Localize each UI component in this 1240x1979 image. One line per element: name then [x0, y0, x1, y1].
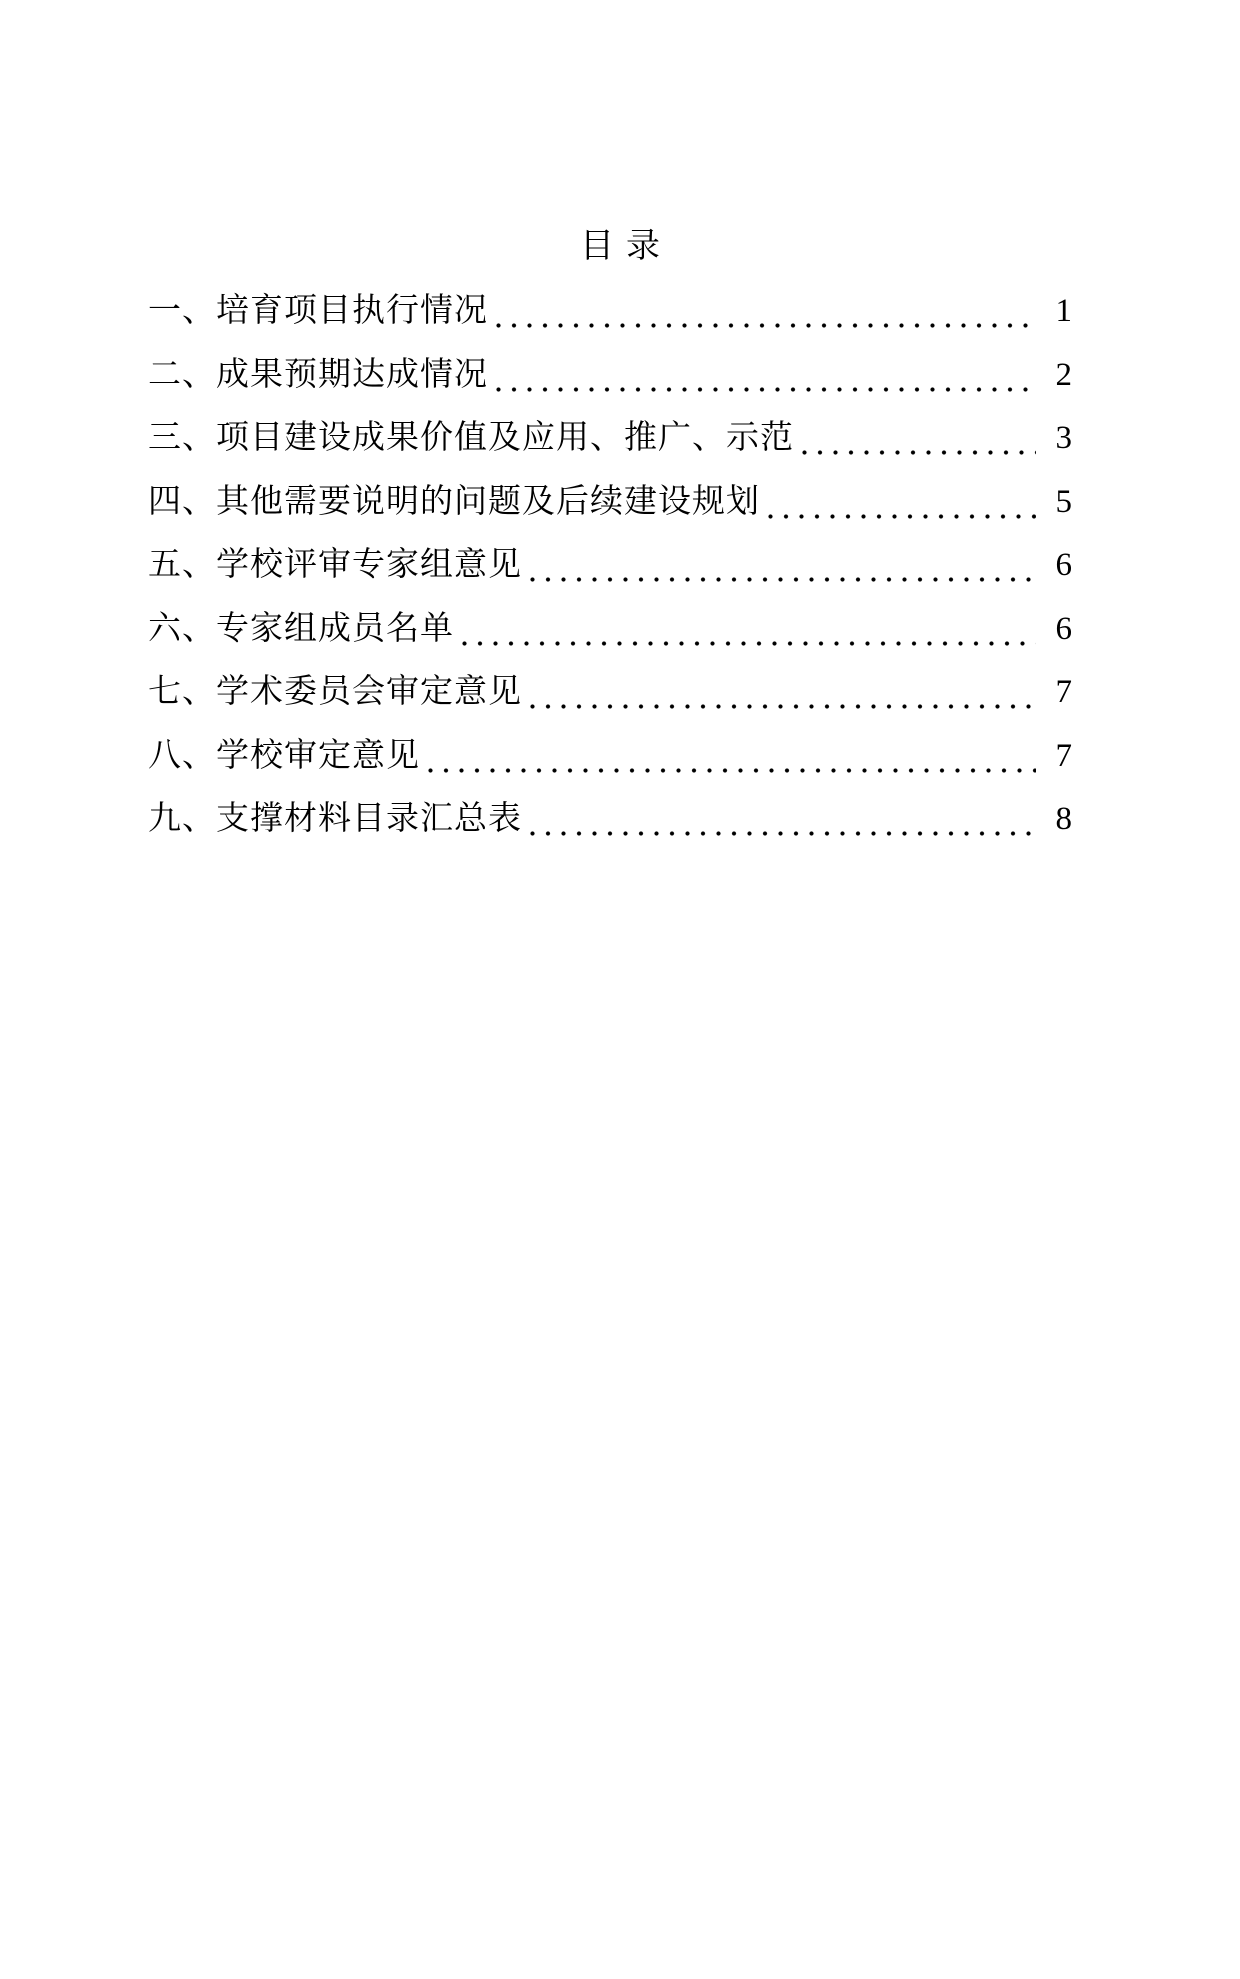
dot-leader	[496, 344, 1036, 408]
toc-entry[interactable]	[148, 598, 1072, 662]
dot-leader	[530, 788, 1036, 852]
toc-entry-page-number: 7	[1055, 674, 1072, 710]
toc-entry[interactable]	[148, 534, 1072, 598]
toc-entry-page-number: 3	[1055, 420, 1072, 456]
toc-entry-page-number: 6	[1055, 610, 1072, 647]
toc-entry-page-number: 6	[1055, 547, 1072, 583]
page-title: 目录	[580, 228, 672, 265]
toc-entry-label: 七、学术委员会审定意见	[148, 674, 522, 710]
toc-entry-page-number: 2	[1055, 356, 1072, 393]
toc-entry[interactable]	[148, 471, 1072, 535]
document-page	[0, 226, 1240, 1979]
dot-leader	[768, 471, 1036, 535]
toc-entry-label: 六、专家组成员名单	[148, 610, 454, 647]
toc-entry-label: 一、培育项目执行情况	[148, 293, 488, 329]
toc-entry[interactable]	[148, 788, 1072, 852]
dot-leader	[428, 725, 1036, 789]
toc-entry-label: 八、学校审定意见	[148, 737, 420, 774]
toc-list	[0, 280, 1240, 852]
dot-leader	[530, 534, 1036, 598]
toc-entry-label: 三、项目建设成果价值及应用、推广、示范	[148, 420, 794, 456]
toc-entry-page-number: 1	[1055, 293, 1072, 329]
dot-leader	[462, 598, 1036, 662]
toc-entry-label: 二、成果预期达成情况	[148, 356, 488, 393]
toc-entry[interactable]	[148, 661, 1072, 725]
toc-entry-label: 九、支撑材料目录汇总表	[148, 801, 522, 837]
toc-entry[interactable]	[148, 407, 1072, 471]
toc-entry-label: 四、其他需要说明的问题及后续建设规划	[148, 483, 760, 520]
toc-entry-page-number: 8	[1055, 801, 1072, 837]
dot-leader	[530, 661, 1036, 725]
toc-entry[interactable]	[148, 280, 1072, 344]
toc-entry-label: 五、学校评审专家组意见	[148, 547, 522, 583]
toc-entry[interactable]	[148, 725, 1072, 789]
toc-entry[interactable]	[148, 344, 1072, 408]
dot-leader	[802, 407, 1036, 471]
dot-leader	[496, 280, 1036, 344]
toc-entry-page-number: 5	[1055, 483, 1072, 520]
toc-entry-page-number: 7	[1055, 737, 1072, 774]
